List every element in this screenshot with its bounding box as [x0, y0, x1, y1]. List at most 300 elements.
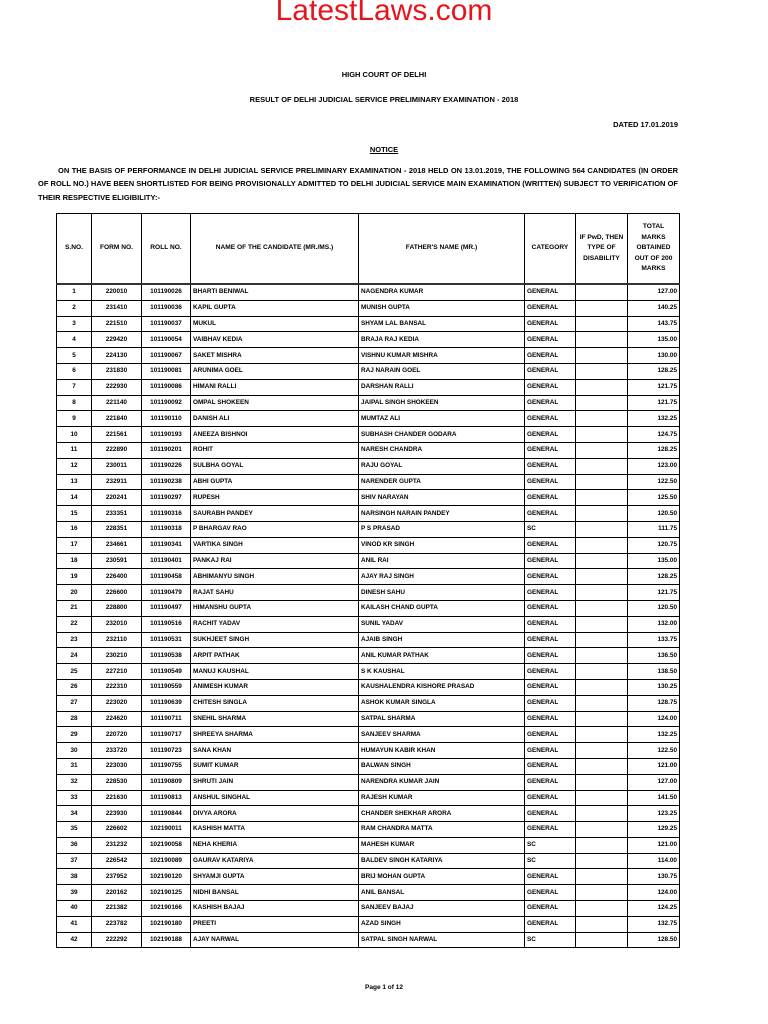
- cell-pwd-disability: [576, 474, 628, 490]
- cell-roll-no: 101190401: [142, 553, 191, 569]
- table-row: [57, 743, 680, 759]
- cell-sno: 38: [57, 869, 92, 885]
- cell-total-marks: 123.00: [628, 458, 680, 474]
- cell-roll-no: 101190755: [142, 758, 191, 774]
- cell-candidate-name: ABHIMANYU SINGH: [191, 569, 359, 585]
- table-row: [57, 822, 680, 838]
- cell-father-name: BRAJA RAJ KEDIA: [359, 332, 525, 348]
- cell-candidate-name: BHARTI BENIWAL: [191, 284, 359, 300]
- table-row: [57, 553, 680, 569]
- cell-sno: 16: [57, 521, 92, 537]
- table-row: [57, 774, 680, 790]
- results-table: [56, 213, 680, 948]
- cell-pwd-disability: [576, 837, 628, 853]
- cell-form-no: 233351: [92, 506, 142, 522]
- cell-roll-no: 101190479: [142, 585, 191, 601]
- cell-father-name: AJAIB SINGH: [359, 632, 525, 648]
- cell-form-no: 231232: [92, 837, 142, 853]
- cell-sno: 6: [57, 363, 92, 379]
- cell-pwd-disability: [576, 316, 628, 332]
- cell-total-marks: 124.75: [628, 427, 680, 443]
- cell-father-name: ASHOK KUMAR SINGLA: [359, 695, 525, 711]
- cell-father-name: RAM CHANDRA MATTA: [359, 822, 525, 838]
- cell-pwd-disability: [576, 695, 628, 711]
- cell-father-name: SANJEEV SHARMA: [359, 727, 525, 743]
- cell-total-marks: 121.75: [628, 395, 680, 411]
- cell-pwd-disability: [576, 648, 628, 664]
- table-row: [57, 474, 680, 490]
- cell-sno: 8: [57, 395, 92, 411]
- cell-roll-no: 101190226: [142, 458, 191, 474]
- cell-form-no: 223782: [92, 916, 142, 932]
- cell-candidate-name: PANKAJ RAI: [191, 553, 359, 569]
- cell-pwd-disability: [576, 521, 628, 537]
- table-row: [57, 427, 680, 443]
- cell-father-name: NARSINGH NARAIN PANDEY: [359, 506, 525, 522]
- cell-category: GENERAL: [525, 901, 576, 917]
- cell-form-no: 228530: [92, 774, 142, 790]
- cell-total-marks: 120.75: [628, 537, 680, 553]
- cell-father-name: MAHESH KUMAR: [359, 837, 525, 853]
- cell-sno: 31: [57, 758, 92, 774]
- cell-candidate-name: HIMANSHU GUPTA: [191, 600, 359, 616]
- cell-sno: 35: [57, 822, 92, 838]
- cell-sno: 34: [57, 806, 92, 822]
- cell-sno: 10: [57, 427, 92, 443]
- column-header-candidate-name: NAME OF THE CANDIDATE (MR./MS.): [191, 214, 359, 285]
- cell-total-marks: 122.50: [628, 743, 680, 759]
- cell-candidate-name: PREETI: [191, 916, 359, 932]
- cell-total-marks: 140.25: [628, 300, 680, 316]
- cell-sno: 7: [57, 379, 92, 395]
- cell-father-name: BALWAN SINGH: [359, 758, 525, 774]
- cell-pwd-disability: [576, 916, 628, 932]
- cell-form-no: 221140: [92, 395, 142, 411]
- cell-roll-no: 101190711: [142, 711, 191, 727]
- table-row: [57, 569, 680, 585]
- cell-total-marks: 120.50: [628, 600, 680, 616]
- cell-father-name: NARENDRA KUMAR JAIN: [359, 774, 525, 790]
- cell-candidate-name: SUKHJEET SINGH: [191, 632, 359, 648]
- date-line: DATED 17.01.2019: [613, 120, 678, 129]
- cell-form-no: 226602: [92, 822, 142, 838]
- cell-sno: 17: [57, 537, 92, 553]
- cell-sno: 3: [57, 316, 92, 332]
- cell-father-name: SHYAM LAL BANSAL: [359, 316, 525, 332]
- cell-sno: 14: [57, 490, 92, 506]
- cell-category: GENERAL: [525, 916, 576, 932]
- cell-father-name: RAJU GOYAL: [359, 458, 525, 474]
- cell-father-name: AZAD SINGH: [359, 916, 525, 932]
- cell-category: SC: [525, 521, 576, 537]
- cell-pwd-disability: [576, 901, 628, 917]
- cell-candidate-name: ABHI GUPTA: [191, 474, 359, 490]
- cell-form-no: 220241: [92, 490, 142, 506]
- cell-father-name: SATPAL SINGH NARWAL: [359, 932, 525, 948]
- cell-father-name: DARSHAN RALLI: [359, 379, 525, 395]
- cell-form-no: 237952: [92, 869, 142, 885]
- cell-total-marks: 127.00: [628, 774, 680, 790]
- cell-total-marks: 121.00: [628, 758, 680, 774]
- cell-total-marks: 123.25: [628, 806, 680, 822]
- cell-total-marks: 132.25: [628, 727, 680, 743]
- cell-sno: 15: [57, 506, 92, 522]
- cell-candidate-name: ANEEZA BISHNOI: [191, 427, 359, 443]
- cell-pwd-disability: [576, 569, 628, 585]
- cell-father-name: HUMAYUN KABIR KHAN: [359, 743, 525, 759]
- cell-father-name: P S PRASAD: [359, 521, 525, 537]
- cell-father-name: MUMTAZ ALI: [359, 411, 525, 427]
- cell-father-name: BALDEV SINGH KATARIYA: [359, 853, 525, 869]
- cell-total-marks: 136.50: [628, 648, 680, 664]
- cell-roll-no: 101190054: [142, 332, 191, 348]
- table-row: [57, 711, 680, 727]
- notice-heading: NOTICE: [369, 145, 399, 154]
- cell-category: GENERAL: [525, 332, 576, 348]
- table-row: [57, 490, 680, 506]
- table-header-row: [57, 214, 680, 285]
- cell-form-no: 221630: [92, 790, 142, 806]
- cell-candidate-name: SULBHA GOYAL: [191, 458, 359, 474]
- cell-pwd-disability: [576, 379, 628, 395]
- cell-total-marks: 128.25: [628, 569, 680, 585]
- cell-category: GENERAL: [525, 395, 576, 411]
- cell-roll-no: 101190238: [142, 474, 191, 490]
- cell-roll-no: 101190341: [142, 537, 191, 553]
- cell-category: GENERAL: [525, 758, 576, 774]
- cell-sno: 37: [57, 853, 92, 869]
- cell-candidate-name: SAKET MISHRA: [191, 348, 359, 364]
- cell-form-no: 230011: [92, 458, 142, 474]
- table-row: [57, 600, 680, 616]
- cell-form-no: 227210: [92, 664, 142, 680]
- cell-form-no: 233720: [92, 743, 142, 759]
- cell-roll-no: 101190067: [142, 348, 191, 364]
- cell-category: GENERAL: [525, 695, 576, 711]
- cell-candidate-name: SUMIT KUMAR: [191, 758, 359, 774]
- court-name: HIGH COURT OF DELHI: [341, 70, 427, 79]
- cell-pwd-disability: [576, 664, 628, 680]
- cell-candidate-name: KASHISH MATTA: [191, 822, 359, 838]
- cell-pwd-disability: [576, 395, 628, 411]
- table-body: [57, 284, 680, 948]
- cell-pwd-disability: [576, 616, 628, 632]
- cell-candidate-name: SANA KHAN: [191, 743, 359, 759]
- table-row: [57, 300, 680, 316]
- cell-pwd-disability: [576, 348, 628, 364]
- cell-pwd-disability: [576, 885, 628, 901]
- table-row: [57, 885, 680, 901]
- cell-category: GENERAL: [525, 300, 576, 316]
- cell-form-no: 231410: [92, 300, 142, 316]
- cell-total-marks: 121.75: [628, 379, 680, 395]
- cell-form-no: 224130: [92, 348, 142, 364]
- cell-form-no: 223020: [92, 695, 142, 711]
- cell-roll-no: 101190316: [142, 506, 191, 522]
- cell-sno: 1: [57, 284, 92, 300]
- cell-category: GENERAL: [525, 790, 576, 806]
- cell-father-name: JAIPAL SINGH SHOKEEN: [359, 395, 525, 411]
- cell-candidate-name: NIDHI BANSAL: [191, 885, 359, 901]
- cell-roll-no: 101190538: [142, 648, 191, 664]
- cell-roll-no: 101190026: [142, 284, 191, 300]
- cell-pwd-disability: [576, 363, 628, 379]
- cell-pwd-disability: [576, 537, 628, 553]
- table-row: [57, 458, 680, 474]
- cell-roll-no: 102190120: [142, 869, 191, 885]
- cell-father-name: NAGENDRA KUMAR: [359, 284, 525, 300]
- notice-paragraph: ON THE BASIS OF PERFORMANCE IN DELHI JUDICIAL SERVICE PRELIMINARY EXAMINATION - 2018 HELD ON 13.01.2019, THE FOLLOWING 564 CANDIDATES (IN ORDER OF ROLL NO.) HAVE BEEN SHORTLISTED FOR BEING PROVISIONALLY ADMITTED TO DELHI JUDICIAL SERVICE MAIN EXAMINATION (WRITTEN) SUBJECT TO VERIFICATION OF THEIR RESPECTIVE ELIGIBILITY:-: [38, 166, 678, 202]
- cell-pwd-disability: [576, 711, 628, 727]
- cell-father-name: BRIJ MOHAN GUPTA: [359, 869, 525, 885]
- cell-roll-no: 101190559: [142, 679, 191, 695]
- cell-total-marks: 130.00: [628, 348, 680, 364]
- cell-sno: 22: [57, 616, 92, 632]
- cell-sno: 19: [57, 569, 92, 585]
- cell-roll-no: 101190110: [142, 411, 191, 427]
- cell-pwd-disability: [576, 458, 628, 474]
- cell-sno: 23: [57, 632, 92, 648]
- cell-total-marks: 133.75: [628, 632, 680, 648]
- cell-total-marks: 138.50: [628, 664, 680, 680]
- cell-candidate-name: SHREEYA SHARMA: [191, 727, 359, 743]
- cell-form-no: 232911: [92, 474, 142, 490]
- cell-father-name: VINOD KR SINGH: [359, 537, 525, 553]
- cell-category: GENERAL: [525, 743, 576, 759]
- table-row: [57, 853, 680, 869]
- cell-pwd-disability: [576, 427, 628, 443]
- table-row: [57, 806, 680, 822]
- column-header-roll-no: ROLL NO.: [142, 214, 191, 285]
- cell-pwd-disability: [576, 774, 628, 790]
- table-row: [57, 679, 680, 695]
- cell-pwd-disability: [576, 758, 628, 774]
- cell-form-no: 224620: [92, 711, 142, 727]
- cell-form-no: 223930: [92, 806, 142, 822]
- cell-father-name: ANIL BANSAL: [359, 885, 525, 901]
- cell-candidate-name: SHRUTI JAIN: [191, 774, 359, 790]
- cell-father-name: AJAY RAJ SINGH: [359, 569, 525, 585]
- cell-father-name: NARESH CHANDRA: [359, 442, 525, 458]
- table-row: [57, 521, 680, 537]
- cell-pwd-disability: [576, 506, 628, 522]
- cell-candidate-name: DANISH ALI: [191, 411, 359, 427]
- cell-sno: 42: [57, 932, 92, 948]
- cell-pwd-disability: [576, 284, 628, 300]
- cell-candidate-name: DIVYA ARORA: [191, 806, 359, 822]
- cell-roll-no: 101190092: [142, 395, 191, 411]
- cell-sno: 4: [57, 332, 92, 348]
- cell-father-name: SATPAL SHARMA: [359, 711, 525, 727]
- cell-roll-no: 101190458: [142, 569, 191, 585]
- cell-category: GENERAL: [525, 569, 576, 585]
- cell-total-marks: 132.75: [628, 916, 680, 932]
- cell-pwd-disability: [576, 743, 628, 759]
- cell-sno: 39: [57, 885, 92, 901]
- cell-form-no: 234661: [92, 537, 142, 553]
- cell-category: GENERAL: [525, 284, 576, 300]
- cell-sno: 13: [57, 474, 92, 490]
- cell-form-no: 231830: [92, 363, 142, 379]
- cell-candidate-name: HIMANI RALLI: [191, 379, 359, 395]
- cell-candidate-name: MUKUL: [191, 316, 359, 332]
- cell-category: GENERAL: [525, 885, 576, 901]
- cell-total-marks: 114.00: [628, 853, 680, 869]
- cell-pwd-disability: [576, 411, 628, 427]
- cell-pwd-disability: [576, 790, 628, 806]
- cell-form-no: 220720: [92, 727, 142, 743]
- cell-pwd-disability: [576, 869, 628, 885]
- cell-total-marks: 132.25: [628, 411, 680, 427]
- cell-sno: 26: [57, 679, 92, 695]
- cell-category: GENERAL: [525, 427, 576, 443]
- table-row: [57, 395, 680, 411]
- column-header-pwd-disability: IF PwD, THEN TYPE OF DISABILITY: [576, 214, 628, 285]
- cell-total-marks: 111.75: [628, 521, 680, 537]
- table-row: [57, 648, 680, 664]
- cell-candidate-name: KASHISH BAJAJ: [191, 901, 359, 917]
- cell-father-name: RAJESH KUMAR: [359, 790, 525, 806]
- cell-father-name: SUBHASH CHANDER GODARA: [359, 427, 525, 443]
- table-row: [57, 506, 680, 522]
- cell-form-no: 228800: [92, 600, 142, 616]
- cell-category: SC: [525, 837, 576, 853]
- cell-category: GENERAL: [525, 648, 576, 664]
- cell-total-marks: 130.75: [628, 869, 680, 885]
- cell-total-marks: 124.00: [628, 711, 680, 727]
- cell-total-marks: 124.25: [628, 901, 680, 917]
- table-row: [57, 348, 680, 364]
- cell-roll-no: 102190180: [142, 916, 191, 932]
- table-row: [57, 869, 680, 885]
- table-row: [57, 901, 680, 917]
- cell-roll-no: 101190297: [142, 490, 191, 506]
- cell-total-marks: 128.25: [628, 363, 680, 379]
- table-row: [57, 284, 680, 300]
- cell-category: GENERAL: [525, 632, 576, 648]
- cell-father-name: KAUSHALENDRA KISHORE PRASAD: [359, 679, 525, 695]
- cell-pwd-disability: [576, 679, 628, 695]
- cell-roll-no: 101190081: [142, 363, 191, 379]
- column-header-category: CATEGORY: [525, 214, 576, 285]
- cell-category: GENERAL: [525, 506, 576, 522]
- cell-candidate-name: ARUNIMA GOEL: [191, 363, 359, 379]
- table-row: [57, 332, 680, 348]
- cell-category: GENERAL: [525, 806, 576, 822]
- table-row: [57, 664, 680, 680]
- cell-form-no: 226542: [92, 853, 142, 869]
- cell-father-name: KAILASH CHAND GUPTA: [359, 600, 525, 616]
- table-row: [57, 790, 680, 806]
- cell-roll-no: 101190723: [142, 743, 191, 759]
- page-title: RESULT OF DELHI JUDICIAL SERVICE PRELIMINARY EXAMINATION - 2018: [249, 95, 519, 104]
- cell-form-no: 228351: [92, 521, 142, 537]
- cell-total-marks: 124.00: [628, 885, 680, 901]
- cell-total-marks: 125.50: [628, 490, 680, 506]
- table-row: [57, 585, 680, 601]
- cell-form-no: 223030: [92, 758, 142, 774]
- cell-roll-no: 101190813: [142, 790, 191, 806]
- cell-total-marks: 121.75: [628, 585, 680, 601]
- cell-roll-no: 101190717: [142, 727, 191, 743]
- cell-category: SC: [525, 853, 576, 869]
- cell-candidate-name: VARTIKA SINGH: [191, 537, 359, 553]
- cell-roll-no: 101190844: [142, 806, 191, 822]
- cell-candidate-name: AJAY NARWAL: [191, 932, 359, 948]
- cell-pwd-disability: [576, 585, 628, 601]
- cell-roll-no: 101190809: [142, 774, 191, 790]
- cell-category: GENERAL: [525, 316, 576, 332]
- cell-sno: 12: [57, 458, 92, 474]
- cell-sno: 40: [57, 901, 92, 917]
- cell-father-name: VISHNU KUMAR MISHRA: [359, 348, 525, 364]
- cell-candidate-name: ROHIT: [191, 442, 359, 458]
- cell-candidate-name: SHYAMJI GUPTA: [191, 869, 359, 885]
- cell-category: GENERAL: [525, 727, 576, 743]
- cell-category: GENERAL: [525, 442, 576, 458]
- cell-roll-no: 102190166: [142, 901, 191, 917]
- cell-candidate-name: VAIBHAV KEDIA: [191, 332, 359, 348]
- cell-roll-no: 101190086: [142, 379, 191, 395]
- table-row: [57, 379, 680, 395]
- cell-roll-no: 101190318: [142, 521, 191, 537]
- cell-form-no: 220010: [92, 284, 142, 300]
- cell-form-no: 230591: [92, 553, 142, 569]
- cell-total-marks: 127.00: [628, 284, 680, 300]
- table-row: [57, 916, 680, 932]
- cell-pwd-disability: [576, 600, 628, 616]
- cell-form-no: 221561: [92, 427, 142, 443]
- cell-category: GENERAL: [525, 822, 576, 838]
- cell-sno: 2: [57, 300, 92, 316]
- cell-sno: 29: [57, 727, 92, 743]
- cell-father-name: ANIL RAI: [359, 553, 525, 569]
- column-header-form-no: FORM NO.: [92, 214, 142, 285]
- cell-roll-no: 101190531: [142, 632, 191, 648]
- cell-sno: 25: [57, 664, 92, 680]
- cell-form-no: 226600: [92, 585, 142, 601]
- cell-category: GENERAL: [525, 458, 576, 474]
- cell-form-no: 222310: [92, 679, 142, 695]
- cell-total-marks: 135.00: [628, 332, 680, 348]
- cell-sno: 21: [57, 600, 92, 616]
- cell-sno: 5: [57, 348, 92, 364]
- cell-category: GENERAL: [525, 348, 576, 364]
- cell-pwd-disability: [576, 727, 628, 743]
- cell-pwd-disability: [576, 553, 628, 569]
- cell-father-name: NARENDER GUPTA: [359, 474, 525, 490]
- cell-father-name: CHANDER SHEKHAR ARORA: [359, 806, 525, 822]
- cell-category: GENERAL: [525, 664, 576, 680]
- cell-total-marks: 122.50: [628, 474, 680, 490]
- table-row: [57, 758, 680, 774]
- cell-total-marks: 121.00: [628, 837, 680, 853]
- table-row: [57, 316, 680, 332]
- cell-roll-no: 101190516: [142, 616, 191, 632]
- table-row: [57, 537, 680, 553]
- cell-total-marks: 141.50: [628, 790, 680, 806]
- cell-category: GENERAL: [525, 411, 576, 427]
- cell-roll-no: 101190549: [142, 664, 191, 680]
- cell-total-marks: 128.50: [628, 932, 680, 948]
- cell-sno: 41: [57, 916, 92, 932]
- cell-candidate-name: SAURABH PANDEY: [191, 506, 359, 522]
- cell-sno: 9: [57, 411, 92, 427]
- cell-roll-no: 101190193: [142, 427, 191, 443]
- cell-form-no: 222930: [92, 379, 142, 395]
- cell-pwd-disability: [576, 490, 628, 506]
- cell-total-marks: 128.25: [628, 442, 680, 458]
